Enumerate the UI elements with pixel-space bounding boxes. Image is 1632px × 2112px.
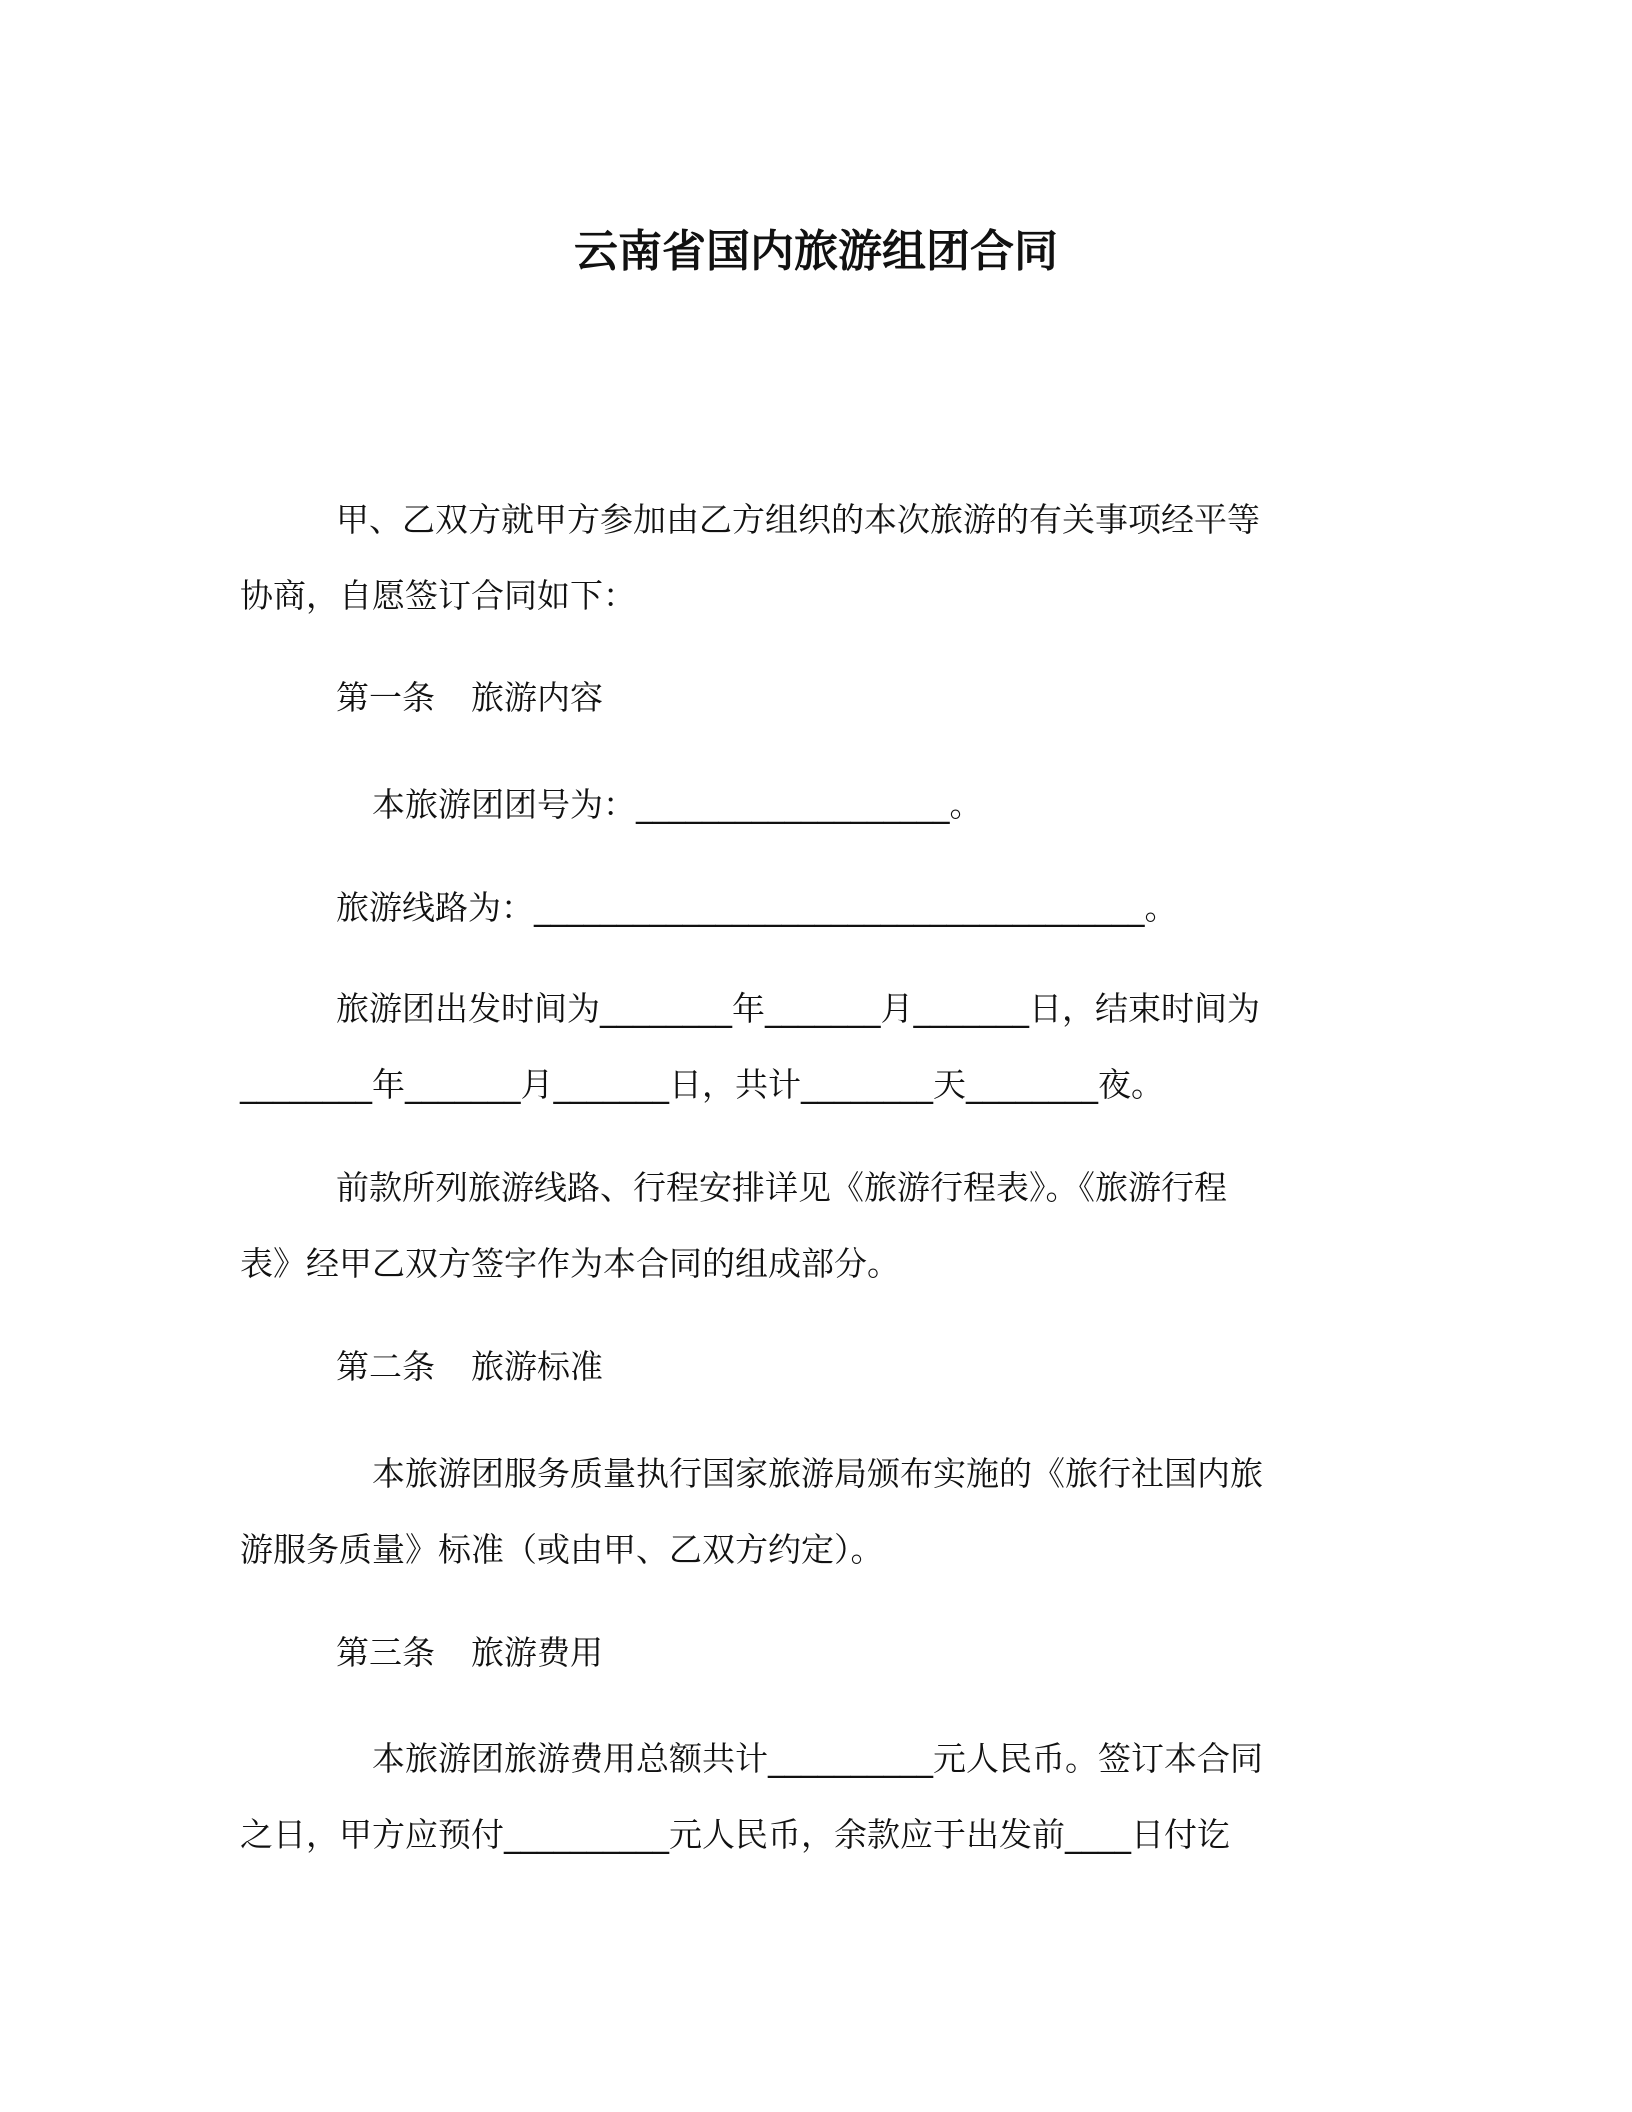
intro-paragraph-line-2: 协商，自愿签订合同如下：	[240, 576, 636, 615]
article-3-heading	[336, 1630, 603, 1676]
itinerary-paragraph-line-1: 前款所列旅游线路、行程安排详见《旅游行程表》。《旅游行程	[336, 1168, 1227, 1207]
article-2-name: 旅游标准	[471, 1347, 603, 1386]
departure-time-line-2: ________年_______月_______日，共计________天________夜。	[240, 1065, 1164, 1104]
article-3-name: 旅游费用	[471, 1633, 603, 1672]
article-1-number: 第一条	[336, 678, 435, 717]
article-3-number: 第三条	[336, 1633, 435, 1672]
itinerary-paragraph-line-2: 表》经甲乙双方签字作为本合同的组成部分。	[240, 1244, 900, 1283]
service-standard-line-2: 游服务质量》标准（或由甲、乙双方约定）。	[240, 1530, 884, 1569]
tour-route-line: 旅游线路为：_____________________________________。	[336, 888, 1178, 927]
document-title: 云南省国内旅游组团合同	[574, 226, 1058, 277]
intro-paragraph-line-1: 甲、乙双方就甲方参加由乙方组织的本次旅游的有关事项经平等	[336, 500, 1260, 539]
tour-fee-line-1: 本旅游团旅游费用总额共计__________元人民币。签订本合同	[372, 1739, 1263, 1778]
article-1-name: 旅游内容	[471, 678, 603, 717]
service-standard-line-1: 本旅游团服务质量执行国家旅游局颁布实施的《旅行社国内旅	[372, 1454, 1263, 1493]
article-2-number: 第二条	[336, 1347, 435, 1386]
article-2-heading	[336, 1344, 603, 1390]
departure-time-line-1: 旅游团出发时间为________年_______月_______日，结束时间为	[336, 989, 1260, 1028]
article-1-heading	[336, 675, 603, 721]
tour-fee-line-2: 之日，甲方应预付__________元人民币，余款应于出发前____日付讫	[240, 1815, 1230, 1854]
tour-group-number-line: 本旅游团团号为：___________________。	[372, 785, 983, 824]
